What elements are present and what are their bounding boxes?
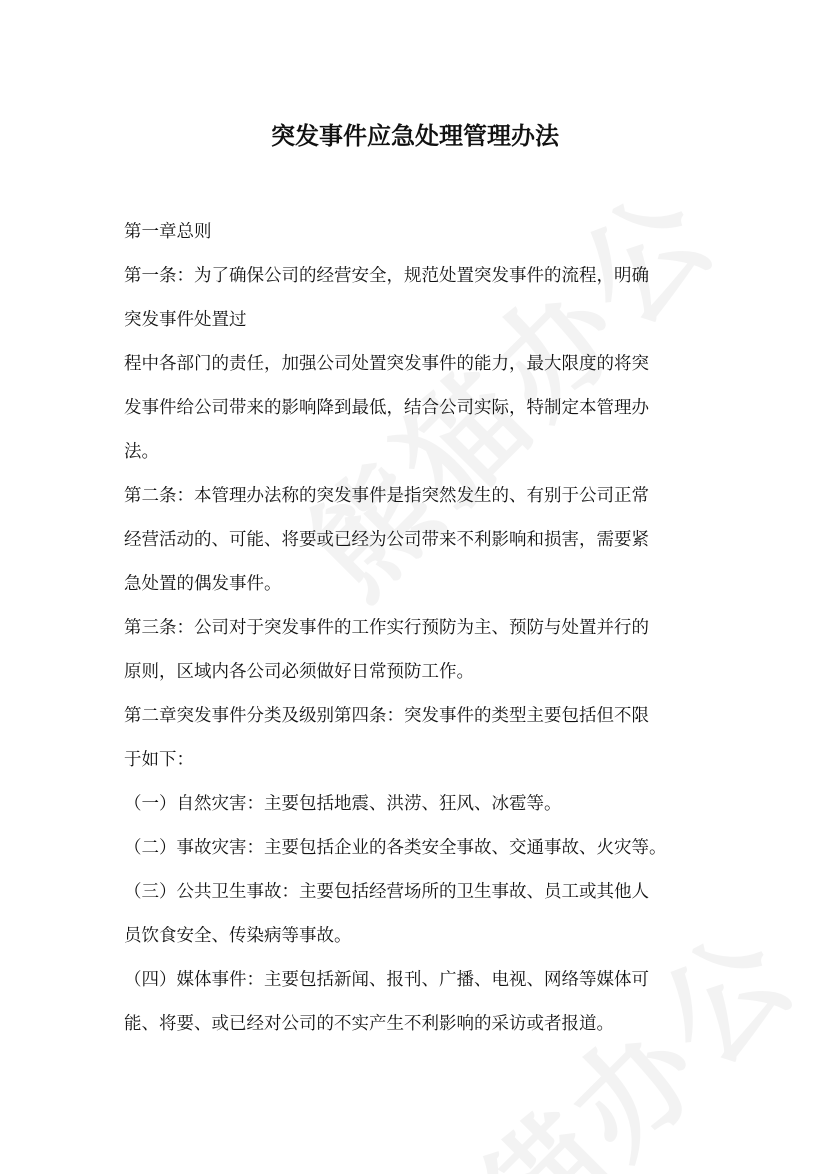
article-line: 第一条：为了确保公司的经营安全，规范处置突发事件的流程，明确 — [124, 266, 649, 286]
document-title: 突发事件应急处理管理办法 — [271, 122, 559, 150]
list-item: （四）媒体事件：主要包括新闻、报刊、广播、电视、网络等媒体可 — [124, 970, 649, 990]
article-line: 原则，区域内各公司必须做好日常预防工作。 — [124, 662, 474, 682]
list-item-continuation: 能、将要、或已经对公司的不实产生不利影响的采访或者报道。 — [124, 1014, 614, 1034]
article-line: 第二条：本管理办法称的突发事件是指突然发生的、有别于公司正常 — [124, 486, 649, 506]
document-body — [124, 210, 714, 1046]
article-line: 急处置的偶发事件。 — [124, 574, 282, 594]
list-item: （一）自然灾害：主要包括地震、洪涝、狂风、冰雹等。 — [124, 794, 562, 814]
article-line: 程中各部门的责任，加强公司处置突发事件的能力，最大限度的将突 — [124, 354, 649, 374]
chapter-heading: 第一章总则 — [124, 222, 212, 242]
article-line: 法。 — [124, 442, 159, 462]
list-item-continuation: 员饮食安全、传染病等事故。 — [124, 926, 352, 946]
list-item: （二）事故灾害：主要包括企业的各类安全事故、交通事故、火灾等。 — [124, 838, 667, 858]
article-line: 于如下： — [124, 750, 194, 770]
list-item: （三）公共卫生事故：主要包括经营场所的卫生事故、员工或其他人 — [124, 882, 649, 902]
chapter-line: 第二章突发事件分类及级别第四条：突发事件的类型主要包括但不限 — [124, 706, 649, 726]
article-line: 突发事件处置过 — [124, 310, 247, 330]
article-line: 经营活动的、可能、将要或已经为公司带来不利影响和损害，需要紧 — [124, 530, 649, 550]
article-line: 第三条：公司对于突发事件的工作实行预防为主、预防与处置并行的 — [124, 618, 649, 638]
article-line: 发事件给公司带来的影响降到最低，结合公司实际，特制定本管理办 — [124, 398, 649, 418]
